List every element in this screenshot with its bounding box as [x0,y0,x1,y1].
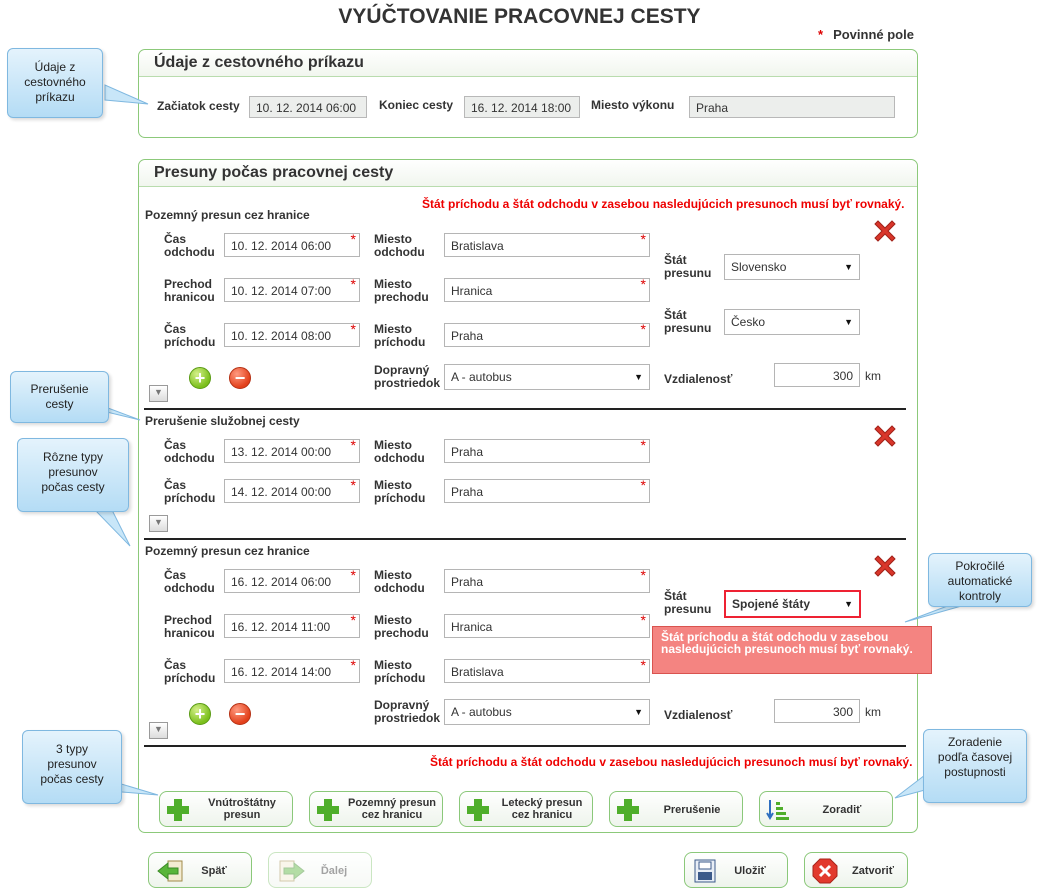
seg3-arrival-place-label: Miesto príchodu [374,658,426,685]
seg2-arrival-time-label: Čas príchodu [164,478,216,505]
trip-start-field: 10. 12. 2014 06:00 [249,96,367,118]
chevron-down-icon: ▼ [634,372,643,382]
close-label: Zatvoriť [852,865,894,877]
required-star: * [350,437,356,453]
required-star: * [350,276,356,292]
seg1-arrival-place-value: Praha [451,329,484,343]
required-star: * [640,276,646,292]
trip-start-label: Začiatok cesty [157,99,240,113]
trip-end-field: 16. 12. 2014 18:00 [464,96,580,118]
required-star: * [350,657,356,673]
required-star: * [350,321,356,337]
place-field: Praha [689,96,895,118]
seg1-transport-label: Dopravný prostriedok [374,363,441,390]
segment-1-title: Pozemný presun cez hranice [145,208,310,222]
seg3-arrival-place-value: Bratislava [451,665,504,679]
seg3-arrival-time-value: 16. 12. 2014 14:00 [231,665,332,679]
domestic-move-label: Vnútroštátny presun [208,797,276,821]
seg3-distance-input[interactable]: 300 [774,699,860,723]
callout-move-types: Rôzne typy presunov počas cesty [17,438,129,512]
seg3-crossing-time-value: 16. 12. 2014 11:00 [231,620,331,634]
seg2-arrival-time-value: 14. 12. 2014 00:00 [231,485,332,499]
callout-sorting: Zoradenie podľa časovej postupnosti [923,729,1027,803]
seg1-departure-place-value: Bratislava [451,239,504,253]
seg3-departure-time-value: 16. 12. 2014 06:00 [231,575,332,589]
callout-advanced-checks: Pokročilé automatické kontroly [928,553,1032,607]
seg3-state-label: Štát presunu [664,589,712,616]
moves-panel-title: Presuny počas pracovnej cesty [154,164,394,181]
required-star: * [640,477,646,493]
interruption-label: Prerušenie [663,804,721,816]
callout-order-data: Údaje z cestovného príkazu [7,48,103,118]
seg3-transport-value: A - autobus [451,705,512,719]
chevron-down-icon: ▼ [844,262,853,272]
seg3-crossing-time-label: Prechod hranicou [164,613,215,640]
seg3-departure-time-label: Čas odchodu [164,568,215,595]
air-move-label: Letecký presun cez hranicu [501,797,583,821]
required-star: * [640,231,646,247]
save-label: Uložiť [734,865,766,877]
seg2-departure-time-label: Čas odchodu [164,438,215,465]
order-panel-title: Údaje z cestovného príkazu [154,54,364,71]
seg3-transport-label: Dopravný prostriedok [374,698,441,725]
chevron-down-icon: ▼ [634,707,643,717]
seg1-arrival-place-label: Miesto príchodu [374,322,426,349]
place-label: Miesto výkonu [591,98,675,112]
seg3-distance-label: Vzdialenosť [664,708,733,722]
seg1-arrival-time-label: Čas príchodu [164,322,216,349]
required-star: * [640,657,646,673]
required-star: * [350,231,356,247]
seg1-crossing-place-value: Hranica [451,284,493,298]
seg1-crossing-time-label: Prechod hranicou [164,277,215,304]
sort-label: Zoradiť [822,804,862,816]
seg3-crossing-place-value: Hranica [451,620,493,634]
back-label: Späť [201,865,227,877]
seg2-departure-place-value: Praha [451,445,484,459]
seg1-transport-value: A - autobus [451,370,512,384]
callout-three-types: 3 typy presunov počas cesty [22,730,122,804]
segment-3-title: Pozemný presun cez hranice [145,544,310,558]
seg1-crossing-time-value: 10. 12. 2014 07:00 [231,284,332,298]
seg2-arrival-place-value: Praha [451,485,484,499]
seg1-state2-value: Česko [731,315,766,329]
seg2-departure-time-value: 13. 12. 2014 00:00 [231,445,332,459]
chevron-down-icon: ▼ [844,317,853,327]
seg3-crossing-place-label: Miesto prechodu [374,613,429,640]
next-label: Ďalej [320,865,348,877]
segment-2-title: Prerušenie služobnej cesty [145,414,300,428]
seg2-arrival-place-label: Miesto príchodu [374,478,426,505]
ground-move-label: Pozemný presun cez hranicu [347,797,437,821]
remove-crossing-icon[interactable]: − [229,367,251,389]
seg1-distance-unit: km [865,369,881,383]
seg3-arrival-time-label: Čas príchodu [164,658,216,685]
seg3-state-value: Spojené štáty [732,597,811,611]
required-star: * [640,612,646,628]
required-star: * [640,321,646,337]
required-star: * [350,567,356,583]
bottom-error-message: Štát príchodu a štát odchodu v zasebou nasledujúcich presunoch musí byť rovnaký. [430,755,913,769]
add-crossing-icon[interactable]: + [189,703,211,725]
seg2-departure-place-label: Miesto odchodu [374,438,425,465]
seg3-departure-place-label: Miesto odchodu [374,568,425,595]
trip-end-label: Koniec cesty [379,98,454,112]
collapse-triangle-icon: ▼ [154,724,163,734]
seg1-state1-value: Slovensko [731,260,787,274]
collapse-triangle-icon: ▼ [154,517,163,527]
validation-tooltip: Štát príchodu a štát odchodu v zasebou nasledujúcich presunoch musí byť rovnaký. [652,626,932,674]
seg1-departure-place-label: Miesto odchodu [374,232,425,259]
required-star: * [350,477,356,493]
required-star: * [818,27,824,42]
seg1-arrival-time-value: 10. 12. 2014 08:00 [231,329,332,343]
seg1-distance-label: Vzdialenosť [664,372,733,386]
required-star: * [640,567,646,583]
collapse-triangle-icon: ▼ [154,387,163,397]
seg1-departure-time-value: 10. 12. 2014 06:00 [231,239,332,253]
top-error-message: Štát príchodu a štát odchodu v zasebou nasledujúcich presunoch musí byť rovnaký. [422,197,905,211]
required-note-text: Povinné pole [833,27,914,42]
seg1-crossing-place-label: Miesto prechodu [374,277,429,304]
seg3-departure-place-value: Praha [451,575,484,589]
page-title: VYÚČTOVANIE PRACOVNEJ CESTY [338,5,701,28]
seg3-distance-unit: km [865,705,881,719]
seg1-state1-label: Štát presunu [664,253,712,280]
seg1-departure-time-label: Čas odchodu [164,232,215,259]
seg1-state2-label: Štát presunu [664,308,712,335]
required-star: * [350,612,356,628]
chevron-down-icon: ▼ [844,599,853,609]
required-star: * [640,437,646,453]
remove-crossing-icon[interactable]: − [229,703,251,725]
seg1-distance-input[interactable]: 300 [774,363,860,387]
callout-interruption: Prerušenie cesty [10,371,109,423]
add-crossing-icon[interactable]: + [189,367,211,389]
